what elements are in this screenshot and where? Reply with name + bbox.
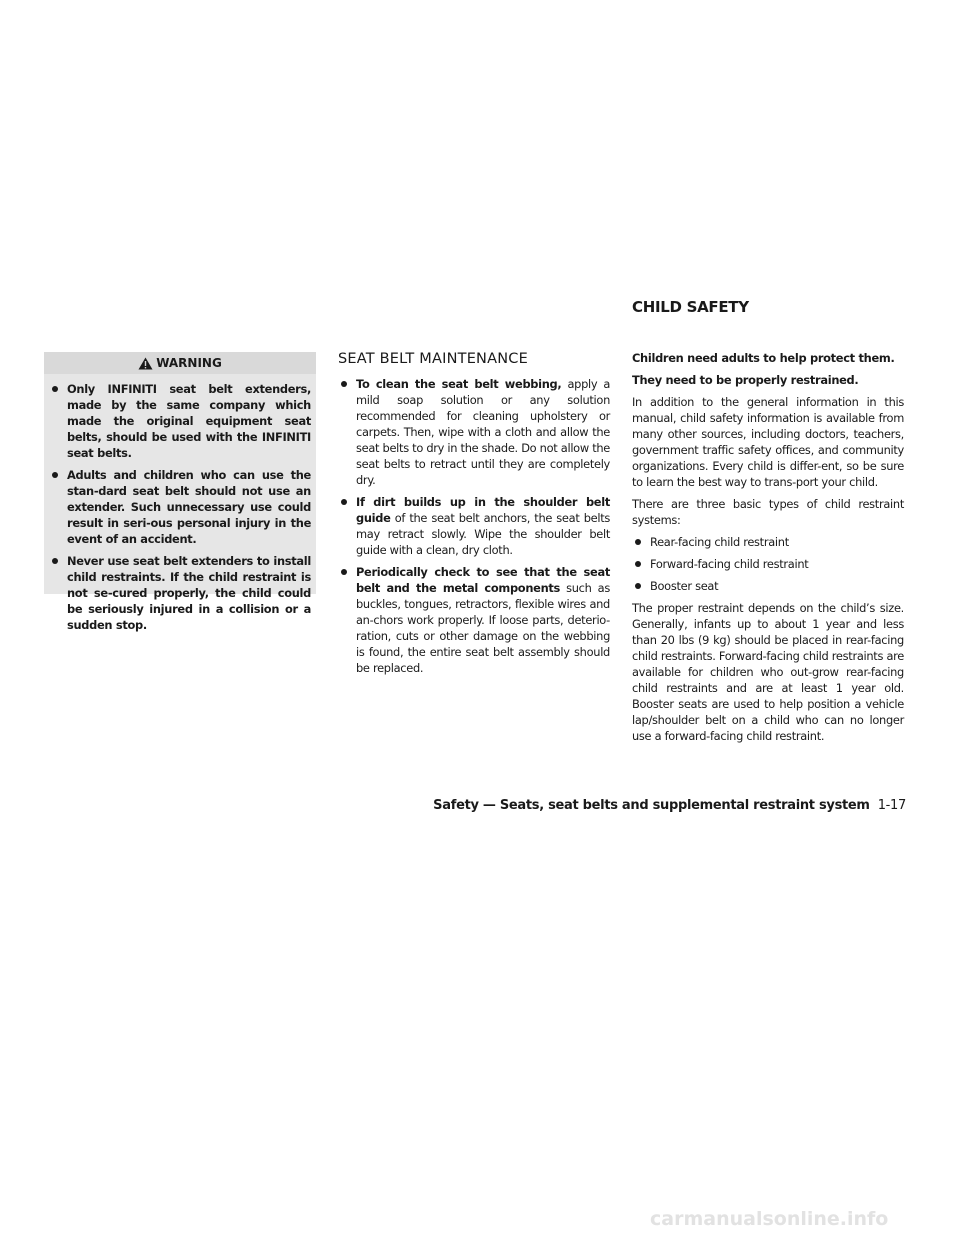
maintenance-list bbox=[338, 376, 610, 676]
page-number: 1-17 bbox=[877, 798, 906, 813]
child-safety-paragraph-3: The proper restraint depends on the child’s size. Generally, infants up to about 1 year and less than 20 lbs (9 kg) should be placed in rear-facing child restraints. Forward-facing child restraints are available for children who out-grow rear-facing child restraints and are at least 1 year old. Booster seats are used to help position a vehicle lap/shoulder belt on a child who can no longer use a forward-facing child restraint. bbox=[632, 601, 904, 743]
maintenance-item-text: apply a mild soap solution or any solution recommended for cleaning upholstery or carpets. Then, wipe with a cloth and allow the seat belts to dry in the shade. Do not allow the seat belts to retract until they are completely dry. bbox=[356, 377, 611, 487]
maintenance-section bbox=[338, 350, 610, 682]
child-safety-paragraph-2: There are three basic types of child restraint systems: bbox=[632, 497, 904, 527]
page-footer bbox=[400, 798, 906, 813]
warning-title: WARNING bbox=[156, 356, 222, 370]
maintenance-item-text: of the seat belt anchors, the seat belts may retract slowly. Wipe the shoulder belt guide with a clean, dry cloth. bbox=[356, 511, 610, 557]
restraint-type-item: Booster seat bbox=[632, 578, 904, 594]
child-safety-intro-2: They need to be properly restrained. bbox=[632, 373, 859, 387]
warning-box bbox=[44, 352, 316, 632]
maintenance-item bbox=[338, 494, 610, 558]
warning-item: Only INFINITI seat belt extenders, made by the same company which made the original equipment seat belts, should be used with the INFINITI seat belts. bbox=[49, 381, 311, 461]
warning-triangle-icon bbox=[138, 357, 153, 370]
restraint-type-item: Rear-facing child restraint bbox=[632, 534, 904, 550]
warning-item: Adults and children who can use the stan-dard seat belt should not use an extender. Such unnecessary use could result in seri-ous personal injury in the event of an accident. bbox=[49, 467, 311, 547]
maintenance-title: SEAT BELT MAINTENANCE bbox=[338, 351, 528, 367]
restraint-types-list bbox=[632, 534, 904, 594]
warning-item: Never use seat belt extenders to install child restraints. If the child restraint is not se-cured properly, the child could be seriously injured in a collision or a sudden stop. bbox=[49, 553, 311, 633]
maintenance-item bbox=[338, 376, 610, 488]
warning-list bbox=[49, 381, 311, 639]
watermark: carmanualsonline.info bbox=[650, 1208, 889, 1230]
child-safety-section bbox=[632, 350, 904, 750]
child-safety-paragraph-1: In addition to the general information in this manual, child safety information is available from many other sources, including doctors, teachers, government traffic safety offices, and community organizations. Every child is differ-ent, so be sure to learn the best way to trans-port your child. bbox=[632, 395, 904, 489]
warning-header bbox=[44, 352, 316, 374]
child-safety-intro-1: Children need adults to help protect them. bbox=[632, 351, 895, 365]
restraint-type-item: Forward-facing child restraint bbox=[632, 556, 904, 572]
maintenance-item bbox=[338, 564, 610, 676]
section-heading: CHILD SAFETY bbox=[632, 298, 749, 316]
maintenance-item-lead: To clean the seat belt webbing, bbox=[356, 377, 562, 391]
maintenance-item-text: such as buckles, tongues, retractors, flexible wires and an-chors work properly. If loose parts, deterio-ration, cuts or other damage on the webbing is found, the entire seat belt assembly should be replaced. bbox=[356, 581, 610, 675]
footer-section-title: Safety — Seats, seat belts and supplemental restraint system bbox=[433, 798, 870, 813]
maintenance-item-lead: If dirt builds up in the shoulder belt guide bbox=[356, 495, 610, 525]
maintenance-item-lead: Periodically check to see that the seat belt and the metal components bbox=[356, 565, 610, 595]
